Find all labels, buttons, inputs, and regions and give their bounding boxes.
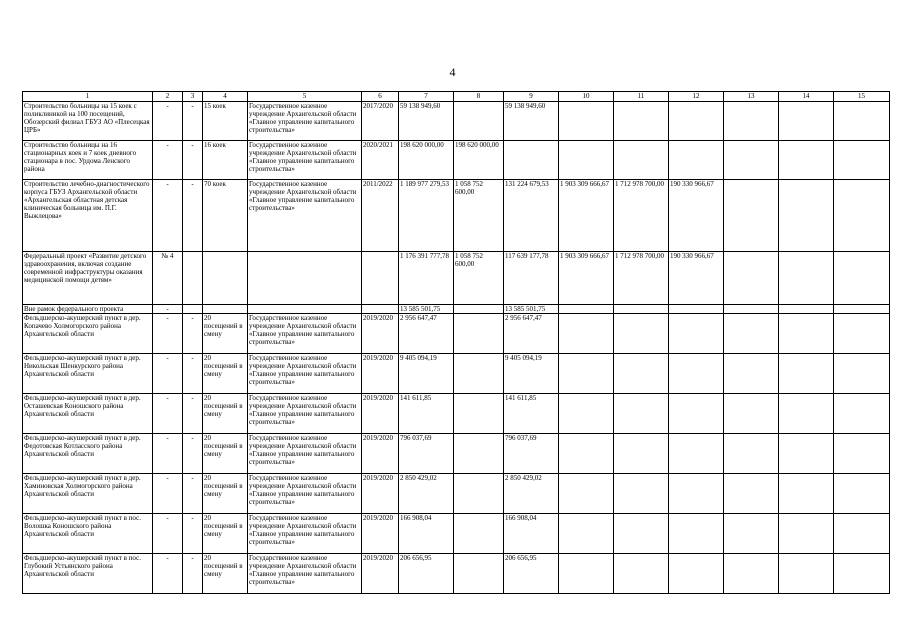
amount-cell: 131 224 679,53 (504, 180, 559, 252)
amount-cell (724, 314, 779, 354)
amount-cell (779, 180, 834, 252)
cell: - (183, 141, 203, 180)
amount-cell (724, 180, 779, 252)
amount-cell: 166 908,04 (399, 514, 454, 554)
table-row (23, 180, 890, 252)
capacity-cell: 20 посещений в смену (203, 554, 248, 594)
amount-cell (454, 514, 504, 554)
amount-cell (779, 434, 834, 474)
customer-cell (248, 252, 362, 305)
amount-cell: 166 908,04 (504, 514, 559, 554)
amount-cell (779, 141, 834, 180)
amount-cell (454, 102, 504, 141)
capacity-cell: 20 посещений в смену (203, 514, 248, 554)
amount-cell (669, 141, 724, 180)
amount-cell (559, 141, 614, 180)
amount-cell (669, 434, 724, 474)
period-cell (362, 305, 399, 314)
amount-cell: 206 656,95 (504, 554, 559, 594)
object-name-cell: Фельдшерско-акушерский пункт в дер. Хаминовская Холмогорского района Архангельской области (23, 474, 153, 514)
capacity-cell: 20 посещений в смену (203, 354, 248, 394)
capacity-cell: 16 коек (203, 141, 248, 180)
amount-cell (724, 141, 779, 180)
section-cell: - (153, 305, 183, 314)
amount-cell: 190 330 966,67 (669, 180, 724, 252)
amount-cell (559, 314, 614, 354)
amount-cell (724, 394, 779, 434)
amount-cell (779, 102, 834, 141)
customer-cell: Государственное казенное учреждение Архангельской области «Главное управление капитального строительства» (248, 180, 362, 252)
amount-cell: 1 176 391 777,78 (399, 252, 454, 305)
amount-cell (834, 314, 890, 354)
cell: - (183, 102, 203, 141)
amount-cell (614, 305, 669, 314)
amount-cell (834, 514, 890, 554)
table-row (23, 354, 890, 394)
object-name-cell: Федеральный проект «Развитие детского здравоохранения, включая создание современной инфраструктуры оказания медицинской помощи детям» (23, 252, 153, 305)
amount-cell: 2 956 647,47 (399, 314, 454, 354)
capacity-cell (203, 305, 248, 314)
amount-cell (724, 354, 779, 394)
section-cell: - (153, 394, 183, 434)
amount-cell: 1 058 752 600,00 (454, 252, 504, 305)
customer-cell: Государственное казенное учреждение Архангельской области «Главное управление капитального строительства» (248, 514, 362, 554)
customer-cell: Государственное казенное учреждение Архангельской области «Главное управление капитального строительства» (248, 314, 362, 354)
amount-cell (669, 474, 724, 514)
column-number-row (23, 92, 890, 102)
amount-cell (559, 102, 614, 141)
amount-cell (454, 434, 504, 474)
amount-cell: 59 138 949,60 (399, 102, 454, 141)
column-number: 12 (669, 92, 724, 102)
amount-cell: 198 620 000,00 (454, 141, 504, 180)
amount-cell: 9 405 094,19 (399, 354, 454, 394)
customer-cell: Государственное казенное учреждение Архангельской области «Главное управление капитального строительства» (248, 354, 362, 394)
amount-cell (779, 314, 834, 354)
amount-cell: 796 037,69 (504, 434, 559, 474)
amount-cell (834, 354, 890, 394)
period-cell (362, 252, 399, 305)
amount-cell (724, 252, 779, 305)
amount-cell (724, 434, 779, 474)
table-row (23, 554, 890, 594)
object-name-cell: Фельдшерско-акушерский пункт в дер. Никольская Шенкурского района Архангельской области (23, 354, 153, 394)
amount-cell: 1 189 977 279,53 (399, 180, 454, 252)
column-number: 8 (454, 92, 504, 102)
column-number: 4 (203, 92, 248, 102)
amount-cell: 2 850 429,02 (504, 474, 559, 514)
amount-cell (724, 514, 779, 554)
amount-cell (454, 354, 504, 394)
amount-cell (559, 305, 614, 314)
cell (183, 305, 203, 314)
object-name-cell: Вне рамок федерального проекта (23, 305, 153, 314)
amount-cell (614, 394, 669, 434)
capacity-cell: 70 коек (203, 180, 248, 252)
amount-cell (834, 252, 890, 305)
amount-cell: 13 585 501,75 (504, 305, 559, 314)
cell (183, 252, 203, 305)
customer-cell: Государственное казенное учреждение Архангельской области «Главное управление капитального строительства» (248, 394, 362, 434)
amount-cell (779, 514, 834, 554)
amount-cell (559, 474, 614, 514)
amount-cell (834, 554, 890, 594)
object-name-cell: Строительство больницы на 15 коек с поликлиникой на 100 посещений, Обозерский филиал ГБУЗ АО «Плесецкая ЦРБ» (23, 102, 153, 141)
amount-cell (614, 514, 669, 554)
object-name-cell: Фельдшерско-акушерский пункт в пос. Волошка Коношского района Архангельской области (23, 514, 153, 554)
amount-cell (614, 554, 669, 594)
amount-cell (614, 141, 669, 180)
customer-cell: Государственное казенное учреждение Архангельской области «Главное управление капитального строительства» (248, 474, 362, 514)
object-name-cell: Строительство больницы на 16 стационарных коек и 7 коек дневного стационара в пос. Урдома Ленского района (23, 141, 153, 180)
capacity-cell: 20 посещений в смену (203, 314, 248, 354)
amount-cell: 190 330 966,67 (669, 252, 724, 305)
amount-cell (669, 354, 724, 394)
object-name-cell: Строительство лечебно-диагностического корпуса ГБУЗ Архангельской области «Архангельская областная детская клиническая больница им. П.Г. Выжлецова» (23, 180, 153, 252)
customer-cell: Государственное казенное учреждение Архангельской области «Главное управление капитального строительства» (248, 434, 362, 474)
amount-cell: 206 656,95 (399, 554, 454, 594)
cell: - (183, 354, 203, 394)
period-cell: 2011/2022 (362, 180, 399, 252)
cell: - (183, 554, 203, 594)
cell: - (183, 180, 203, 252)
amount-cell (614, 102, 669, 141)
section-cell: - (153, 314, 183, 354)
amount-cell (669, 305, 724, 314)
amount-cell (724, 474, 779, 514)
period-cell: 2019/2020 (362, 474, 399, 514)
amount-cell (454, 474, 504, 514)
period-cell: 2019/2020 (362, 354, 399, 394)
amount-cell (614, 434, 669, 474)
column-number: 10 (559, 92, 614, 102)
amount-cell (834, 141, 890, 180)
amount-cell: 1 903 309 666,67 (559, 180, 614, 252)
amount-cell (669, 514, 724, 554)
table-row (23, 394, 890, 434)
column-number: 7 (399, 92, 454, 102)
amount-cell: 1 058 752 600,00 (454, 180, 504, 252)
page-number: 4 (449, 65, 456, 79)
table-row (23, 434, 890, 474)
amount-cell (454, 394, 504, 434)
period-cell: 2019/2020 (362, 554, 399, 594)
amount-cell (614, 474, 669, 514)
capacity-cell: 20 посещений в смену (203, 434, 248, 474)
column-number: 13 (724, 92, 779, 102)
amount-cell: 13 585 501,75 (399, 305, 454, 314)
amount-cell (454, 554, 504, 594)
section-cell: № 4 (153, 252, 183, 305)
capacity-cell: 20 посещений в смену (203, 474, 248, 514)
capacity-cell (203, 252, 248, 305)
amount-cell (559, 394, 614, 434)
amount-cell (779, 252, 834, 305)
amount-cell (669, 554, 724, 594)
section-cell: - (153, 141, 183, 180)
amount-cell (724, 102, 779, 141)
section-cell: - (153, 434, 183, 474)
column-number: 2 (153, 92, 183, 102)
column-number: 11 (614, 92, 669, 102)
column-number: 6 (362, 92, 399, 102)
amount-cell (834, 474, 890, 514)
amount-cell (669, 394, 724, 434)
object-name-cell: Фельдшерско-акушерский пункт в дер. Федотовская Котласского района Архангельской области (23, 434, 153, 474)
cell: - (183, 434, 203, 474)
period-cell: 2020/2021 (362, 141, 399, 180)
section-cell: - (153, 514, 183, 554)
cell: - (183, 314, 203, 354)
section-cell: - (153, 474, 183, 514)
customer-cell: Государственное казенное учреждение Архангельской области «Главное управление капитального строительства» (248, 102, 362, 141)
customer-cell (248, 305, 362, 314)
column-number: 9 (504, 92, 559, 102)
table-row (23, 474, 890, 514)
amount-cell: 1 903 309 666,67 (559, 252, 614, 305)
cell: - (183, 474, 203, 514)
period-cell: 2019/2020 (362, 514, 399, 554)
object-name-cell: Фельдшерско-акушерский пункт в дер. Копачево Холмогорского района Архангельской области (23, 314, 153, 354)
table-row (23, 252, 890, 305)
table-row (23, 141, 890, 180)
amount-cell (669, 314, 724, 354)
table-row (23, 305, 890, 314)
amount-cell (779, 554, 834, 594)
section-cell: - (153, 180, 183, 252)
column-number: 15 (834, 92, 890, 102)
amount-cell: 141 611,85 (504, 394, 559, 434)
amount-cell (779, 305, 834, 314)
amount-cell (779, 394, 834, 434)
amount-cell: 1 712 978 700,00 (614, 252, 669, 305)
amount-cell (779, 354, 834, 394)
table-row (23, 514, 890, 554)
amount-cell (834, 305, 890, 314)
section-cell: - (153, 554, 183, 594)
amount-cell (614, 354, 669, 394)
column-number: 3 (183, 92, 203, 102)
amount-cell (834, 180, 890, 252)
amount-cell (454, 305, 504, 314)
amount-cell (834, 102, 890, 141)
period-cell: 2019/2020 (362, 394, 399, 434)
amount-cell (559, 554, 614, 594)
cell: - (183, 514, 203, 554)
amount-cell (559, 514, 614, 554)
amount-cell: 796 037,69 (399, 434, 454, 474)
amount-cell: 2 956 647,47 (504, 314, 559, 354)
capacity-cell: 15 коек (203, 102, 248, 141)
amount-cell (834, 434, 890, 474)
period-cell: 2019/2020 (362, 434, 399, 474)
amount-cell: 198 620 000,00 (399, 141, 454, 180)
amount-cell: 1 712 978 700,00 (614, 180, 669, 252)
period-cell: 2019/2020 (362, 314, 399, 354)
table-row (23, 102, 890, 141)
customer-cell: Государственное казенное учреждение Архангельской области «Главное управление капитального строительства» (248, 141, 362, 180)
amount-cell (779, 474, 834, 514)
amount-cell (669, 102, 724, 141)
amount-cell (559, 434, 614, 474)
amount-cell: 9 405 094,19 (504, 354, 559, 394)
section-cell: - (153, 102, 183, 141)
amount-cell (724, 305, 779, 314)
program-table (22, 91, 890, 594)
amount-cell: 59 138 949,60 (504, 102, 559, 141)
table-row (23, 314, 890, 354)
column-number: 14 (779, 92, 834, 102)
amount-cell (834, 394, 890, 434)
amount-cell: 2 850 429,02 (399, 474, 454, 514)
amount-cell (454, 314, 504, 354)
amount-cell: 141 611,85 (399, 394, 454, 434)
column-number: 5 (248, 92, 362, 102)
amount-cell (724, 554, 779, 594)
amount-cell (614, 314, 669, 354)
section-cell: - (153, 354, 183, 394)
column-number: 1 (23, 92, 153, 102)
amount-cell (559, 354, 614, 394)
customer-cell: Государственное казенное учреждение Архангельской области «Главное управление капитального строительства» (248, 554, 362, 594)
object-name-cell: Фельдшерско-акушерский пункт в пос. Глубокий Устьянского района Архангельской области (23, 554, 153, 594)
amount-cell: 117 639 177,78 (504, 252, 559, 305)
period-cell: 2017/2020 (362, 102, 399, 141)
cell: - (183, 394, 203, 434)
capacity-cell: 20 посещений в смену (203, 394, 248, 434)
object-name-cell: Фельдшерско-акушерский пункт в дер. Осташевская Коношского района Архангельской области (23, 394, 153, 434)
amount-cell (504, 141, 559, 180)
